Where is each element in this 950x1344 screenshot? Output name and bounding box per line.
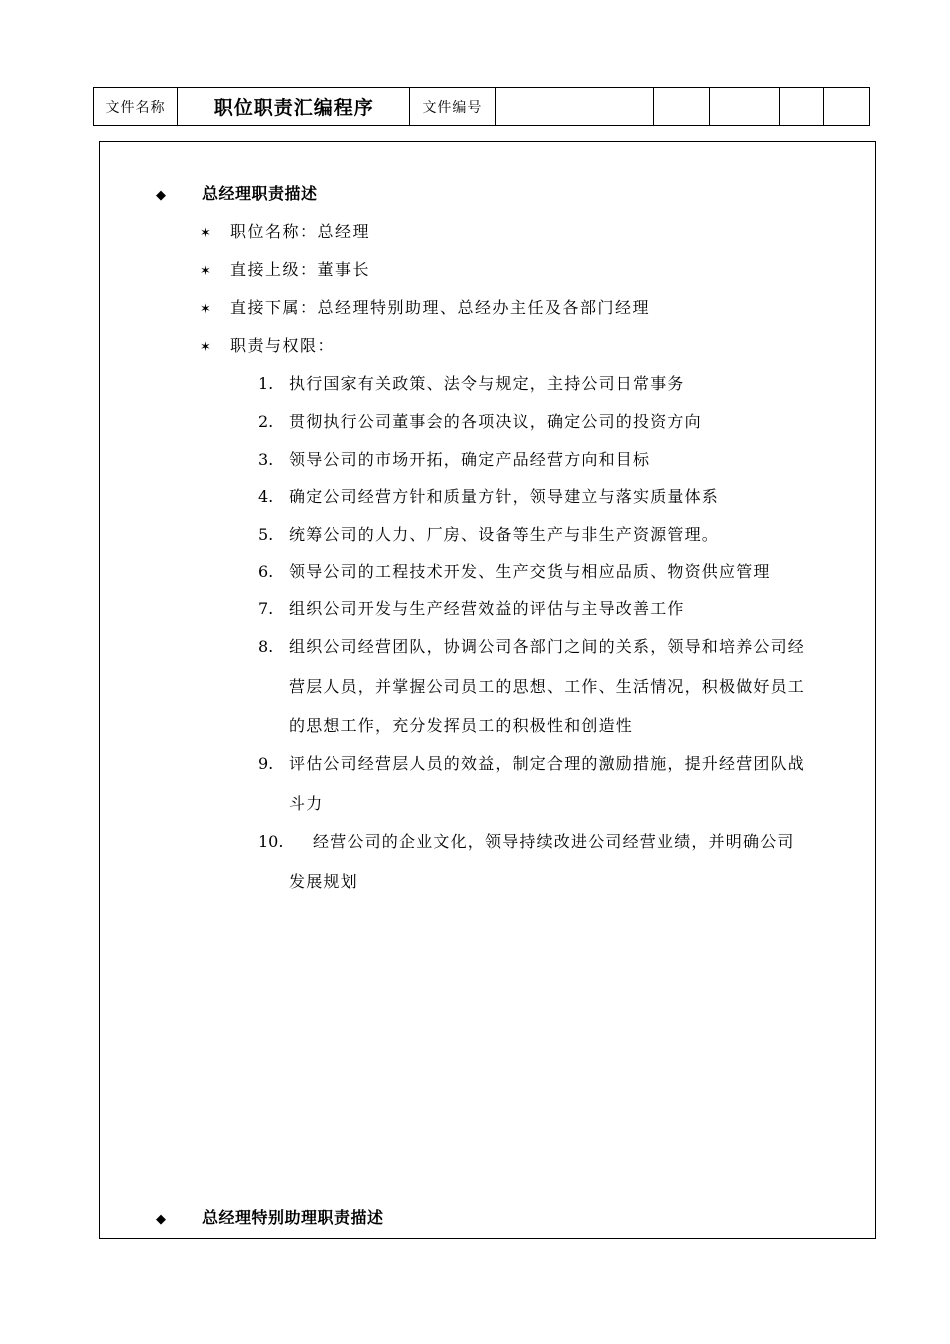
bullet-item xyxy=(200,222,370,244)
duty-text-continuation: 营层人员，并掌握公司员工的思想、工作、生活情况，积极做好员工 xyxy=(289,677,806,696)
duty-number: 6. xyxy=(258,562,274,581)
duty-text-continuation: 斗力 xyxy=(289,794,324,813)
file-name-label: 文件名称 xyxy=(94,88,178,126)
duty-text: 组织公司经营团队，协调公司各部门之间的关系，领导和培养公司经 xyxy=(289,637,806,656)
header-empty-cell xyxy=(709,88,779,126)
duty-text-continuation: 发展规划 xyxy=(289,872,358,891)
duty-item xyxy=(258,412,702,432)
duty-text: 执行国家有关政策、法令与规定，主持公司日常事务 xyxy=(289,374,685,393)
duty-number: 4. xyxy=(258,487,274,506)
header-empty-cell xyxy=(653,88,709,126)
file-number-label: 文件编号 xyxy=(410,88,495,126)
section-title: 总经理特别助理职责描述 xyxy=(202,1208,384,1227)
duty-number: 3. xyxy=(258,450,274,469)
duty-text: 领导公司的市场开拓，确定产品经营方向和目标 xyxy=(289,450,651,469)
position-name: 职位名称：总经理 xyxy=(230,222,371,241)
header-empty-cell xyxy=(823,88,869,126)
duty-text: 评估公司经营层人员的效益，制定合理的激励措施，提升经营团队战 xyxy=(289,754,806,773)
duties-label: 职责与权限： xyxy=(230,336,336,355)
file-number-value xyxy=(495,88,653,126)
duty-text: 贯彻执行公司董事会的各项决议，确定公司的投资方向 xyxy=(289,412,702,431)
duty-number: 9. xyxy=(258,754,274,773)
bullet-item xyxy=(200,298,650,320)
duty-item xyxy=(258,525,719,545)
diamond-bullet-icon: ◆ xyxy=(156,188,166,203)
duty-number: 5. xyxy=(258,525,274,544)
duty-text: 统筹公司的人力、厂房、设备等生产与非生产资源管理。 xyxy=(289,525,720,544)
duty-number: 10. xyxy=(258,832,284,851)
star-bullet-icon: ✶ xyxy=(200,302,211,317)
duty-item xyxy=(258,562,771,582)
duty-item xyxy=(258,637,805,657)
header-empty-cell xyxy=(779,88,823,126)
content-box xyxy=(99,141,876,1239)
duty-number: 1. xyxy=(258,374,274,393)
document-header-table xyxy=(93,87,870,126)
bullet-item xyxy=(200,260,370,282)
bullet-item xyxy=(200,336,335,358)
duty-item xyxy=(258,487,719,507)
duty-text: 经营公司的企业文化，领导持续改进公司经营业绩，并明确公司 xyxy=(313,832,795,851)
duty-item xyxy=(258,832,795,852)
direct-superior: 直接上级：董事长 xyxy=(230,260,371,279)
star-bullet-icon: ✶ xyxy=(200,340,211,355)
duty-text: 确定公司经营方针和质量方针，领导建立与落实质量体系 xyxy=(289,487,720,506)
duty-item xyxy=(258,374,685,394)
duty-text-continuation: 的思想工作，充分发挥员工的积极性和创造性 xyxy=(289,716,634,735)
duty-number: 8. xyxy=(258,637,274,656)
section-title: 总经理职责描述 xyxy=(202,184,318,203)
diamond-bullet-icon: ◆ xyxy=(156,1212,166,1227)
star-bullet-icon: ✶ xyxy=(200,264,211,279)
direct-subordinates: 直接下属：总经理特别助理、总经办主任及各部门经理 xyxy=(230,298,651,317)
document-title: 职位职责汇编程序 xyxy=(178,88,410,126)
duty-item xyxy=(258,754,805,774)
section-heading xyxy=(156,184,318,206)
duty-number: 7. xyxy=(258,599,274,618)
duty-item xyxy=(258,599,685,619)
duty-number: 2. xyxy=(258,412,274,431)
section-heading xyxy=(156,1208,384,1230)
duty-text: 组织公司开发与生产经营效益的评估与主导改善工作 xyxy=(289,599,685,618)
duty-text: 领导公司的工程技术开发、生产交货与相应品质、物资供应管理 xyxy=(289,562,771,581)
star-bullet-icon: ✶ xyxy=(200,226,211,241)
duty-item xyxy=(258,450,650,470)
